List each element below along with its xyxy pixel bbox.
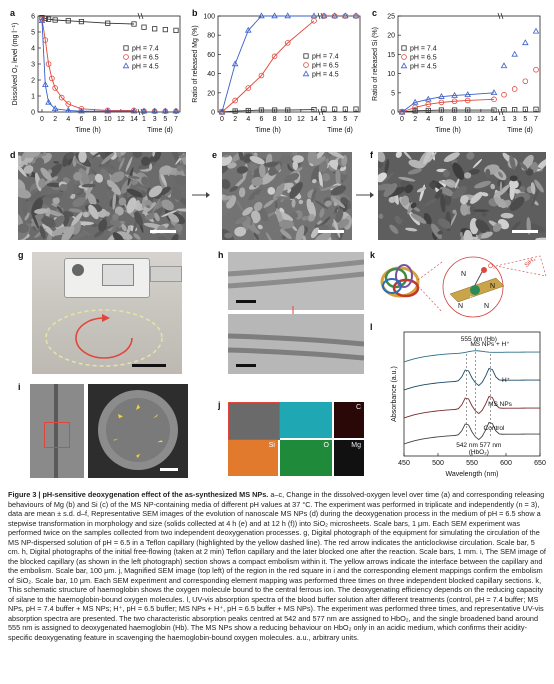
texture-grain [384,159,391,175]
x-axis-label-days: Time (d) [147,127,173,134]
x-tick-label: 1 [142,116,146,123]
texture-grain [378,213,384,219]
chart-l [370,322,548,484]
sem-image-d [18,152,186,240]
x-tick-label: 0 [400,116,404,123]
x-tick-label: 4 [246,116,251,123]
x-tick-label: 5 [343,116,348,123]
x-tick-label: 4 [66,116,71,123]
texture-grain [405,227,418,232]
k-label-sih4: SiH₄ [523,256,538,269]
x-tick-label: 10 [283,116,292,123]
texture-grain [96,198,100,203]
y-tick-label: 100 [203,13,215,21]
texture-grain [472,158,482,168]
texture-grain [407,167,422,176]
x-tick-label: 600 [500,460,512,467]
texture-grain [235,198,244,212]
texture-grain [402,152,413,161]
annotation-top: 555 nm (Hb) [460,336,497,343]
x-tick-label: 14 [310,116,318,123]
x-axis-label-hours: Time (h) [75,127,101,134]
k-label-o2: O₂ [488,263,496,270]
data-point-ph45 [272,13,277,18]
legend-marker-ph65 [402,55,407,60]
k-label-n2: N [458,303,464,310]
texture-grain [291,199,295,208]
k-label-fe: Fe [470,296,476,302]
texture-grain [53,161,59,164]
mapping-o [280,440,332,476]
texture-grain [96,218,108,233]
data-point-ph45 [501,63,506,68]
y-tick-label: 4 [31,45,35,53]
panel-label-f: f [370,150,373,160]
x-axis-label-hours: Time (h) [435,127,461,134]
caption-title: Figure 3 | pH-sensitive deoxygenation effect of the as-synthesized MS NPs. [8,490,269,499]
x-tick-label: 6 [79,116,84,123]
y-tick-label: 5 [31,29,35,37]
y-tick-label: 80 [207,32,215,40]
x-tick-label: 6 [439,116,444,123]
y-tick-label: 40 [207,71,215,79]
y-tick-label: 6 [31,13,35,21]
x-tick-label: 550 [466,460,478,467]
texture-grain [176,208,186,212]
y-tick-label: 25 [387,13,395,21]
panel-label-j: j [218,400,221,410]
series-line-ph45 [402,93,494,112]
y-axis-label: Ratio of released Si (%) [372,27,379,101]
panel-label-g: g [18,250,24,260]
texture-grain [419,202,426,211]
texture-grain [322,216,331,225]
map-label-c: C [355,404,361,411]
x-tick-label: 5 [163,116,168,123]
x-tick-label: 7 [354,116,358,123]
spectrum-line [404,368,540,390]
texture-grain [275,200,278,209]
caption-body: a–c, Change in the dissolved-oxygen level over time (a) and corresponding releasing behaviours of Mg (b) and Si (c) of the MS NP-containing media of different pH values at 37 °C. The experiment was performed in triplicate and independently (n = 3), data are mean ± s.d. d–f, Representative SEM images of the evolution of nanoscale MS NPs (d) during the deoxygenation process in the medium of pH = 6.5 show a stepwise transformation in morphology and size (solids collected at 4 h (e) and at 12 h (f)) into SiO₂ microsheets. Scale bars, 1 μm. Each SEM experiment was performed twice on the samples collected from two independent deoxygenation processes. g, Digital photograph of the equipment for simulating the circulation of the MS NP-dispersed solution of pH = 6.5 in a Teflon capillary (highlighted by the yellow dashed line). The red arrow indicates the anticlockwise circulation. Scale bar, 5 cm. h, Digital photographs of the initial free-flowing (taken at 2 min) Teflon capillary and the later blocked one after the reaction. Scale bars, 1 mm. i, The SEM image of the blocked capillary (as shown in the left photograph) section shows a compact embolism within it. The yellow arrows indicate the interface between the capillary and the embolism. Scale bar, 100 μm. j, Magnified SEM image (top left) of the region in the red square in i and the corresponding element mappings confirm the embolism of SiO₂. Scale bar, 10 μm. Each SEM experiment and corresponding element mapping was performed three times on three independent blocked capillary sections. k, This schematic structure of haemoglobin shows the oxygen molecule bound to the central ferrous ion. The deoxygenating efficiency depends on the reducing capacity of silane to the haemoglobin-bound oxygen molecules. l, UV-vis absorption spectra of the blood buffer solution after different treatments (control, pH = 7.4 buffer; MS NPs, pH = 7.4 buffer + MS NPs; H⁺, pH = 6.5 buffer; MS NPs + H⁺, pH = 6.5 buffer + MS NPs). The experiment was performed three times, and representative UV-vis absorption spectra are presented. The two characteristic absorption peaks centred at 542 and 577 nm are assigned to HbO₂, and the single broadened band around 555 nm is assigned to deoxygenated haemoglobin (Hb). The MS NPs show a reducing behaviour on HbO₂ only in an acidic medium, which confirms their acidity-specific deoxygenating feature in scavenging the haemoglobin-bound oxygen molecules. a.u., arbitrary units. [8,490,546,642]
arrow-right-icon [190,190,210,200]
x-tick-label: 8 [92,116,97,123]
legend-label-ph45: pH = 4.5 [312,71,339,79]
legend-label-ph65: pH = 6.5 [132,54,159,62]
arrow-right-icon [354,190,374,200]
data-point-ph65 [534,67,539,72]
x-axis-label-days: Time (d) [327,127,353,134]
legend-label-ph74: pH = 7.4 [312,53,339,61]
scale-bar [236,300,256,303]
legend-label-ph65: pH = 6.5 [312,62,339,70]
mapping-c-cyan [280,402,332,438]
k-label-n1: N [461,271,467,278]
x-tick-label: 12 [296,116,305,123]
data-point-ph45 [533,29,538,34]
panel-label-e: e [212,150,218,160]
texture-grain [378,161,383,169]
series-line-ph74 [42,18,134,24]
texture-grain [131,152,144,160]
y-tick-label: 20 [207,90,215,98]
data-point-ph65 [312,18,317,23]
x-tick-label: 0 [220,116,224,123]
x-tick-label: 5 [523,116,528,123]
x-axis-label-days: Time (d) [507,127,533,134]
data-point-ph65 [512,87,517,92]
x-tick-label: 2 [233,116,238,123]
texture-grain [265,232,274,240]
x-tick-label: 12 [116,116,125,123]
x-tick-label: 7 [174,116,178,123]
legend-marker-ph65 [124,55,129,60]
legend-label-ph74: pH = 7.4 [410,45,437,53]
series-label: H⁺ [501,377,511,384]
data-point-ph74 [142,25,146,29]
data-point-ph74 [174,28,178,32]
series-label: MS NPs [488,401,512,408]
texture-grain [460,232,463,237]
annotation-bottom-1: 542 nm 577 nm [456,442,502,449]
capillary-loop [32,252,182,374]
x-tick-label: 4 [426,116,431,123]
x-tick-label: 14 [130,116,138,123]
legend-marker-ph74 [402,46,406,50]
plot-frame [218,16,360,112]
panel-label-c: c [372,8,378,18]
mapping-si [228,440,278,476]
texture-grain [257,224,264,230]
x-tick-label: 6 [259,116,264,123]
data-point-ph45 [311,13,316,18]
data-point-ph45 [512,52,517,57]
panel-label-k: k [370,250,376,260]
mapping-mg [334,440,364,476]
panel-label-i: i [18,382,21,392]
sem-image-j [228,402,280,440]
photo-g-equipment [32,252,182,374]
scale-bar [318,230,344,233]
figure-caption [8,490,546,642]
x-axis-label-hours: Time (h) [255,127,281,134]
k-label-n3: N [484,303,490,310]
series-label: Control [483,425,505,432]
texture-grain [473,179,491,190]
panel-label-l: l [370,322,373,332]
panel-label-b: b [192,8,198,18]
legend-marker-ph65 [304,63,309,68]
y-tick-label: 10 [387,71,395,79]
chart-c [368,8,550,146]
texture-grain [490,183,496,190]
y-tick-label: 5 [391,90,395,98]
y-axis-label: Dissolved O₂ level (mg l⁻¹) [12,22,19,106]
x-tick-label: 8 [272,116,277,123]
photo-i-capillary [30,384,84,478]
texture-grain [60,184,68,192]
x-tick-label: 8 [452,116,457,123]
series-line-ph45 [222,16,314,112]
sem-image-i [88,384,188,478]
scale-bar [132,364,166,367]
series-label: MS NPs + H⁺ [470,341,510,348]
legend-marker-ph45 [123,63,128,68]
y-tick-label: 20 [387,32,395,40]
y-tick-label: 2 [31,77,35,85]
series-line-ph45 [42,21,134,111]
map-label-si: Si [268,442,275,449]
scale-bar [236,364,256,367]
scale-bar [512,230,538,233]
x-tick-label: 10 [103,116,112,123]
data-point-ph74 [152,27,156,31]
legend-marker-ph45 [303,71,308,76]
x-tick-label: 500 [432,460,444,467]
y-tick-label: 60 [207,51,215,59]
photo-h-initial [228,252,364,310]
plot-frame [404,332,540,456]
series-line-ph65 [42,19,134,110]
y-tick-label: 0 [391,109,395,117]
scale-bar [150,230,176,233]
data-point-ph45 [285,13,290,18]
map-label-o: O [323,442,329,449]
texture-grain [301,216,309,222]
x-tick-label: 3 [332,116,337,123]
texture-grain [388,223,400,235]
spectrum-line [404,351,540,362]
x-tick-label: 0 [40,116,44,123]
legend-marker-ph74 [124,46,128,50]
scale-bar [160,468,178,471]
texture-grain [535,237,546,240]
spectrum-line [404,396,540,418]
texture-grain [263,199,275,209]
texture-grain [465,152,476,161]
annotation-bottom-2: (HbO₂) [468,449,489,456]
legend-label-ph45: pH = 4.5 [410,63,437,71]
x-tick-label: 12 [476,116,485,123]
photo-h-blocked [228,314,364,374]
legend-marker-ph45 [401,63,406,68]
x-tick-label: 7 [534,116,538,123]
legend-label-ph74: pH = 7.4 [132,45,159,53]
data-point-ph45 [259,13,264,18]
x-tick-label: 650 [534,460,546,467]
y-tick-label: 0 [211,109,215,117]
panel-label-a: a [10,8,16,18]
y-tick-label: 0 [31,109,35,117]
texture-grain [395,152,404,159]
sem-image-f [378,152,546,240]
y-tick-label: 1 [31,93,35,101]
y-axis-label: Absorbance (a.u.) [391,366,398,422]
k-label-n4: N [490,283,496,290]
y-tick-label: 3 [31,61,35,69]
panel-label-d: d [10,150,16,160]
x-tick-label: 2 [53,116,58,123]
red-square [44,422,70,448]
texture-grain [418,184,426,202]
legend-marker-ph74 [304,54,308,58]
x-tick-label: 1 [322,116,326,123]
texture-grain [501,213,514,219]
x-tick-label: 450 [398,460,410,467]
legend-label-ph45: pH = 4.5 [132,63,159,71]
x-tick-label: 3 [512,116,517,123]
haemoglobin-schematic [378,252,548,318]
texture-grain [298,199,304,205]
data-point-ph65 [523,79,528,84]
protein-ribbon [382,265,418,296]
panel-label-h: h [218,250,224,260]
x-tick-label: 1 [502,116,506,123]
legend-label-ph65: pH = 6.5 [410,54,437,62]
texture-grain [239,187,246,197]
data-point-ph74 [163,27,167,31]
texture-grain [318,208,325,219]
x-tick-label: 3 [152,116,157,123]
data-point-ph45 [491,90,496,95]
x-tick-label: 10 [463,116,472,123]
x-axis-label: Wavelength (nm) [445,471,499,478]
data-point-ph45 [523,40,528,45]
map-label-mg: Mg [351,442,361,449]
spectrum-line [404,422,540,444]
texture-grain [267,187,275,195]
chart-b [188,8,368,146]
sem-image-e [222,152,352,240]
x-tick-label: 14 [490,116,498,123]
texture-grain [157,236,167,240]
data-point-ph65 [502,92,507,97]
y-tick-label: 15 [387,51,395,59]
chart-a [8,8,188,146]
y-axis-label: Ratio of released Mg (%) [192,25,199,103]
mapping-c [334,402,364,438]
x-tick-label: 2 [413,116,418,123]
